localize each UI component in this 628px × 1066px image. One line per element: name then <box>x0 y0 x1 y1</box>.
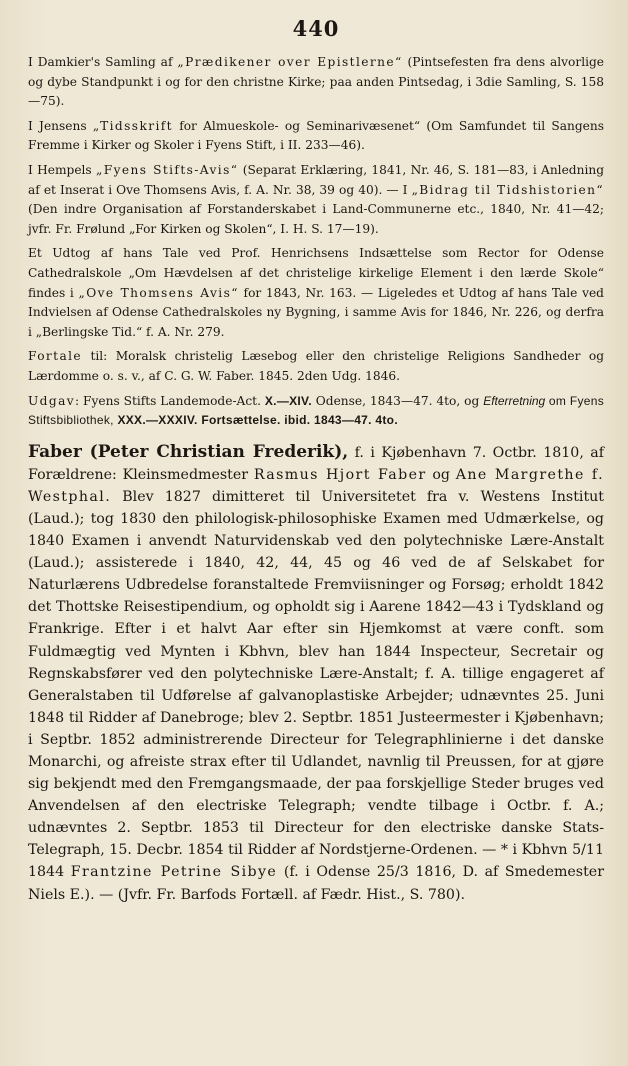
ref-italic-title: Efterretning <box>483 393 546 408</box>
ref-text: I Damkier's Samling af <box>28 55 178 69</box>
ref-text: (Pintsefesten fra dens alvorlige og dybe Standpunkt i og for den christne Kirke; paa anden Pintsedag, i 3die Samling, S. 158—75). <box>28 55 605 109</box>
entry-father-name: Rasmus Hjort Faber <box>253 466 427 483</box>
entry-text: 1816, D. af Smedemester Niels E.). — (Jvfr. Fr. Barfods Fortæll. af Fædr. Hist., S. 780). <box>28 864 604 903</box>
biography-entry <box>28 441 604 906</box>
ref-text: (Den indre Organisation af Forstanderskabet i Land-Communerne etc., 1840, Nr. 41—42; jvfr. Fr. Frølund „For Kirken og Skolen“, I. H. S. 17—19). <box>28 202 604 236</box>
ref-label: Udgav <box>28 393 76 408</box>
reference-udgav <box>28 392 604 431</box>
ref-text: Fortsættelse. ibid. 1843—47. 4to. <box>197 413 398 428</box>
ref-label: Fortale <box>28 349 83 364</box>
ref-title: „Bidrag til Tidshistorien“ <box>411 182 604 197</box>
ref-text: om Fyens Stiftsbibliothek, <box>28 393 605 428</box>
ref-text: (Separat Erklæring, 1841, Nr. 46, S. 181—83, i Anledning af et Inserat i Ove Thomsens Avis, f. A. Nr. 38, 39 og 40). — I <box>28 162 604 197</box>
ref-title: „Fyens Stifts-Avis“ <box>96 162 239 177</box>
entry-date-fraction: 5/11 <box>572 842 604 859</box>
bibliography-references <box>28 53 604 431</box>
ref-text: til: Moralsk christelig Læsebog eller den christelige Religions Sandheder og Lærdomme o. s. v., af C. G. W. Faber. 1845. 2den Udg. 1846. <box>28 349 604 383</box>
ref-text: Et Udtog af hans Tale ved Prof. Henrichsens Indsættelse som Rector for Odense Cathedralskole „Om Hævdelsen af det christelige kirkelige Element i den lærde Skole“ findes i <box>28 246 604 300</box>
page-number: 440 <box>292 16 340 41</box>
ref-text: : Fyens Stifts Landemode-Act. <box>75 393 265 408</box>
ref-text: Odense, 1843—47. 4to, og <box>311 393 484 408</box>
ref-title: „Tidsskrift <box>92 118 173 133</box>
ref-text: I Hempels <box>28 162 96 177</box>
entry-text: (f. i Odense <box>277 864 377 881</box>
reference-jensen <box>28 117 604 156</box>
ref-volumes: X.—XIV. <box>264 393 312 408</box>
reference-hempel <box>28 161 604 239</box>
entry-text: Blev 1827 dimitteret til Universitetet fra v. Westens Institut (Laud.); tog 1830 den philologisk-philosophiske Examen med Udmærkelse, og 1840 Examen i anvendt Naturvidenskab ved den polytechniske Lære-Anstalt (Laud.); assisterede i 1840, 42, 44, 45 og 46 ved de af Selskabet for Naturlærens Udbredelse foranstaltede Fremviisninger og Forsøg; erholdt 1842 det Thottske Reisestipendium, og opholdt sig i Aarene 1842—43 i Tydskland og Frankrige. Efter i et halvt Aar efter sin Hjemkomst at være conft. som Fuldmægtig ved Mynten i Kbhvn, blev han 1844 Inspecteur, Secretair og Regnskabsfører ved den polytechniske Lære-Anstalt; f. A. tillige engageret af Generalstaben til Udførelse af galvanoplastiske Arbejder; udnævntes 25. Juni 1848 til Ridder af Danebroge; blev 2. Septbr. 1851 Justeermester i Kjøbenhavn; i Septbr. 1852 administrerende Directeur for Telegraphlinierne i det danske Monarchi, og afreiste strax efter til Udlandet, navnlig til Preussen, for at gjøre sig bekjendt med den Fremgangsmaade, der paa forskjellige Steder bruges ved Anvendelsen af den electriske Telegraph; vendte tilbage i Octbr. f. A.; udnævntes 2. Septbr. 1853 til Directeur for den electriske danske Stats-Telegraph, 15. Decbr. 1854 til Ridder af Nordstjerne-Ordenen. — * i Kbhvn <box>28 488 604 859</box>
reference-fortale <box>28 347 604 386</box>
ref-text: I Jensens <box>28 118 93 133</box>
entry-paragraph <box>28 441 604 906</box>
entry-headword: Faber (Peter Christian Frederik), <box>28 441 349 462</box>
ref-volumes: XXX.—XXXIV. <box>117 413 198 428</box>
entry-text: f. i Kjøbenhavn 7. Octbr. 1810, af Forældrene: Kleinsmedmester <box>28 444 605 483</box>
ref-text: for Almueskole- og Seminarivæsenet“ (Om Samfundet til Sangens Fremme i Kirker og Skoler i Fyens Stift, i II. 233—46). <box>28 118 604 153</box>
reference-udtog <box>28 244 604 342</box>
reference-damkier <box>28 53 604 112</box>
entry-date-fraction: 25/3 <box>376 864 409 881</box>
entry-text: 1844 <box>28 864 71 881</box>
ref-title: „Ove Thomsens Avis“ <box>78 285 239 300</box>
ref-title: „Prædikener over Epistlerne“ <box>177 55 403 69</box>
ref-text: for 1843, Nr. 163. — Ligeledes et Udtog af hans Tale ved Indvielsen af Odense Cathedralskoles ny Bygning, i samme Avis for 1846, Nr. 226, og derfra i „Berlingske Tid.“ f. A. Nr. 279. <box>28 285 604 339</box>
entry-text: og <box>426 466 456 483</box>
entry-mother-name: Ane Margrethe f. Westphal. <box>28 466 604 505</box>
entry-wife-name: Frantzine Petrine Sibye <box>70 864 278 881</box>
